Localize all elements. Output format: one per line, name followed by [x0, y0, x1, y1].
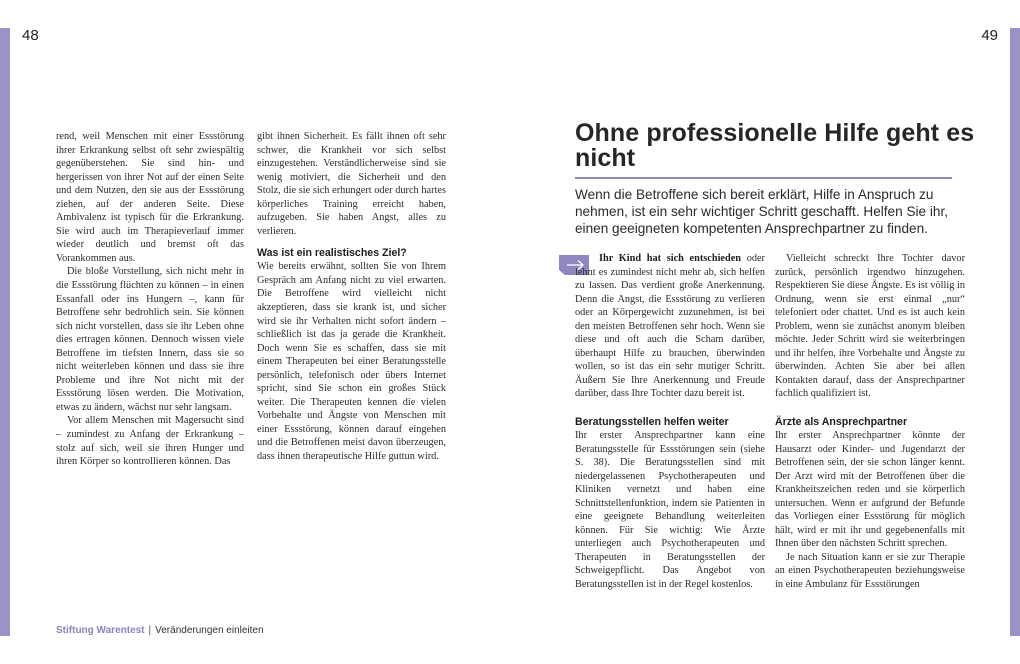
right-edge-bar [1010, 28, 1020, 636]
paragraph: rend, weil Menschen mit einer Essstörung ihrer Erkrankung selbst oft sehr zwiespältig gegenüberstehen. Sie sind hin- und hergerissen von ihrer Not auf der einen Seite und dem Nutzen, den sie aus der Essstörung ziehen, auf der anderen Seite. Diese Ambivalenz ist typisch für die Erkrankung. Sie wird auch im Therapieverlauf immer wieder deutlich und bremst oft das Vorankommen aus. [56, 131, 244, 264]
paragraph: Die bloße Vorstellung, sich nicht mehr in die Essstörung flüchten zu können – in einen Essanfall oder ins Hungern –, kann für Betroffene sehr bedrohlich sein. Sie können sich nicht vorstellen, dass sie ihr Leben ohne dies ertragen können. Dennoch wissen viele Betroffene im tiefsten Innern, dass sie so nicht weiterleben können und dass sie ihre Probleme und ihre Not nicht mit der Essstörung lösen werden. Die Motivation, etwas zu ändern, wächst nur sehr langsam. [56, 266, 244, 413]
left-page-column-1 [56, 130, 244, 469]
paragraph: Vor allem Menschen mit Magersucht sind – zumindest zu Anfang der Erkrankung – stolz auf sich, weil sie ihren Hunger und ihren Körper so kontrollieren können. Das [56, 415, 244, 468]
paragraph [575, 252, 765, 401]
page-number-right: 49 [981, 27, 998, 44]
footer-brand: Stiftung Warentest [56, 625, 145, 636]
left-page-column-2 [257, 130, 446, 464]
paragraph: Ihr erster Ansprechpartner könnte der Hausarzt oder Kinder- und Jugendarzt der Betroffenen sein, der sie schon länger kennt. Der Arzt wird mit der Betroffenen über die Krankheitszeichen reden und sie körperlich untersuchen. Wenn er aufgrund der Befunde das Vorliegen einer Essstörung für möglich hält, wird er mit ihr und gegebenenfalls mit Ihnen über den nächsten Schritt sprechen. [775, 430, 965, 550]
chapter-title: Ohne professionelle Hilfe geht es nicht [575, 119, 975, 172]
lead-in: Ihr Kind hat sich entschieden [599, 253, 742, 264]
paragraph: Vielleicht schreckt Ihre Tochter davor zurück, persönlich irgendwo hinzugehen. Respektieren Sie diese Ängste. Es ist völlig in Ordnung, wenn sie erst einmal „nur“ telefoniert oder chattet. Und es ist auch kein Problem, wenn sie zunächst anonym bleiben möchte. Jeder Schritt wird sie weiterbringen und ihr helfen, ihre Vorbehalte und Ängste zu überwinden. Achten Sie aber bei allen Kontakten darauf, dass der Ansprechpartner fachlich qualifiziert ist. [775, 253, 965, 400]
section-heading: Beratungsstellen helfen weiter [575, 416, 729, 429]
chapter-intro: Wenn die Betroffene sich bereit erklärt, Hilfe in Anspruch zu nehmen, ist ein sehr wichtiger Schritt geschafft. Helfen Sie ihr, einen geeigneten kompetenten Ansprechpartner zu finden. [575, 187, 949, 236]
right-page-column-1 [575, 252, 765, 592]
right-page-column-2 [775, 252, 965, 592]
footer-separator: | [148, 625, 152, 636]
section-heading: Ärzte als Ansprechpartner [775, 416, 908, 429]
footer-section: Veränderungen einleiten [155, 625, 264, 636]
title-rule [575, 177, 952, 179]
lead-text: oder lehnt es zumindest nicht mehr ab, sich helfen zu lassen. Das verdient große Anerkennung. Denn die Angst, die Essstörung zu verlieren oder an Körpergewicht zuzunehmen, ist bei den meisten Betroffenen sehr hoch. Wenn sie diese und oft auch die Scham darüber, überhaupt Hilfe zu brauchen, überwinden wollen, so ist das ein sehr mutiger Schritt. Äußern Sie Ihre Anerkennung und Freude darüber, dass Ihre Tochter dazu bereit ist. [575, 253, 765, 400]
page-number-left: 48 [22, 27, 39, 44]
paragraph: Je nach Situation kann er sie zur Therapie an einen Psychotherapeuten beziehungsweise in eine Ambulanz für Essstörungen [775, 551, 965, 591]
paragraph: gibt ihnen Sicherheit. Es fällt ihnen oft sehr schwer, die Krankheit vor sich selbst einzugestehen. Verständlicherweise sind sie wenig motiviert, die Sicherheit und den Stolz, die sie sich erhungert oder durch hartes körperliches Training erreicht haben, aufzugeben. Sie haben Angst, alles zu verlieren. [257, 131, 446, 237]
page-footer [56, 625, 264, 636]
paragraph: Ihr erster Ansprechpartner kann eine Beratungsstelle für Essstörungen sein (siehe S. 38). Die Beratungsstellen sind mit niedergelassenen Psychotherapeuten und Kliniken vernetzt und haben eine Schnittstellenfunktion, indem sie Patienten in eine geeignete Behandlung weiterleiten können. Für Sie wichtig: Wie Ärzte unterliegen auch Psychotherapeuten und Therapeuten in Beratungsstellen der Schweigepflicht. Das Angebot von Beratungsstellen ist in der Regel kostenlos. [575, 430, 765, 591]
paragraph: Wie bereits erwähnt, sollten Sie von Ihrem Gespräch am Anfang nicht zu viel erwarten. Die Betroffene wird vielleicht nicht akzeptieren, dass sie krank ist, und sicher wird sie ihr Verhalten nicht sofort ändern – schließlich ist das ja gerade die Krankheit. Doch wenn Sie es schaffen, dass sie mit einem Therapeuten bei einer Beratungsstelle persönlich, telefonisch oder übers Internet spricht, sind Sie schon ein großes Stück weiter. Die Therapeuten kennen die vielen Vorbehalte und Ängste von Menschen mit einer Essstörung, können darauf eingehen und die Betroffenen meist davon überzeugen, dass ihnen therapeutische Hilfe guttun wird. [257, 261, 446, 463]
section-heading: Was ist ein realistisches Ziel? [257, 247, 407, 260]
left-edge-bar [0, 28, 10, 636]
